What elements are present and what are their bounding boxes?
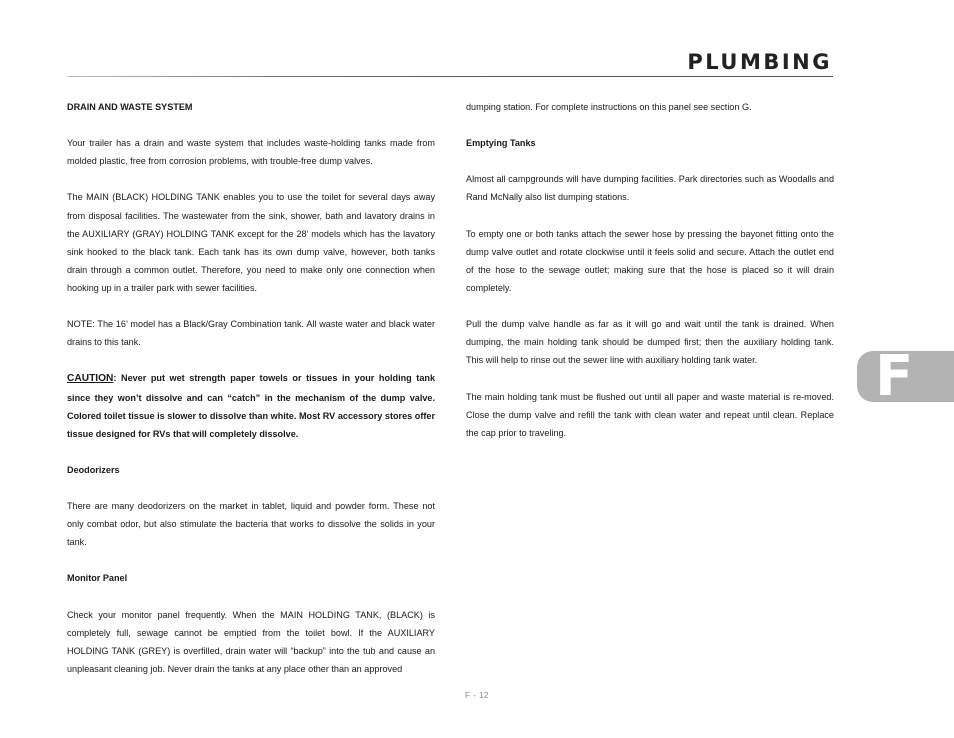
caution-text: : Never put wet strength paper towels or tissues in your holding tank since they won’t dissolve and can “catch” in the mechanism of the dump valve. Colored toilet tissue is slower to dissolve than white. Most RV accessory stores offer tissue designed for RVs that will completely dissolve. [67,373,435,439]
drain-paragraph-2: The MAIN (BLACK) HOLDING TANK enables you to use the toilet for several days away from disposal facilities. The wastewater from the sink, shower, bath and lavatory drains in the AUXILIARY (GRAY) HOLDING TANK except for the 28’ models which has the lavatory sink hooked to the black tank. Each tank has its own dump valve, however, both tanks drain through a common outlet. Therefore, you need to make only one connection when hooking up in a trailer park with sewer facilities. [67,192,435,293]
section-tab [857,344,954,409]
emptying-paragraph-3: Pull the dump valve handle as far as it will go and wait until the tank is drained. When dumping, the main holding tank should be dumped first; then the auxiliary holding tank. This will help to rinse out the sewer line with auxiliary holding tank water. [466,319,834,366]
section-letter: F [875,344,914,409]
header-rule [67,76,833,77]
emptying-paragraph-1: Almost all campgrounds will have dumping facilities. Park directories such as Woodalls and Rand McNally also list dumping stations. [466,174,834,203]
deodorizers-paragraph: There are many deodorizers on the market in tablet, liquid and powder form. These not only combat odor, but also stimulate the bacteria that works to dissolve the solids in your tank. [67,501,435,548]
caution-label: CAUTION [67,373,114,385]
emptying-tanks-heading: Emptying Tanks [466,138,536,149]
page-title: PLUMBING [687,50,832,74]
drain-paragraph-1: Your trailer has a drain and waste system that includes waste-holding tanks made from molded plastic, free from corrosion problems, with trouble-free dump valves. [67,138,435,167]
monitor-panel-heading: Monitor Panel [67,573,128,584]
emptying-paragraph-2: To empty one or both tanks attach the sewer hose by pressing the bayonet fitting onto the dump valve outlet and rotate clockwise until it feels solid and secure. Attach the outlet end of the hose to the sewage outlet; making sure that the hose is placed so it will drain completely. [466,228,834,293]
caution-paragraph [67,369,435,442]
right-column [466,98,834,442]
left-column [67,98,435,678]
page-number: F - 12 [465,691,489,700]
continuation-paragraph: dumping station. For complete instructions on this panel see section G. [466,102,752,112]
monitor-panel-paragraph: Check your monitor panel frequently. When the MAIN HOLDING TANK, (BLACK) is completely full, sewage cannot be emptied from the toilet bowl. If the AUXILIARY HOLDING TANK (GREY) is overfilled, drain water will “backup” into the tub and cause an unpleasant cleaning job. Never drain the tanks at any place other than an approved [67,609,435,674]
deodorizers-heading: Deodorizers [67,464,120,475]
note-paragraph: NOTE: The 16’ model has a Black/Gray Combination tank. All waste water and black water drains to this tank. [67,319,435,348]
emptying-paragraph-4: The main holding tank must be flushed out until all paper and waste material is re-moved. Close the dump valve and refill the tank with clean water and repeat until clean. Replace the cap prior to traveling. [466,391,834,438]
drain-waste-heading: DRAIN AND WASTE SYSTEM [67,102,193,112]
